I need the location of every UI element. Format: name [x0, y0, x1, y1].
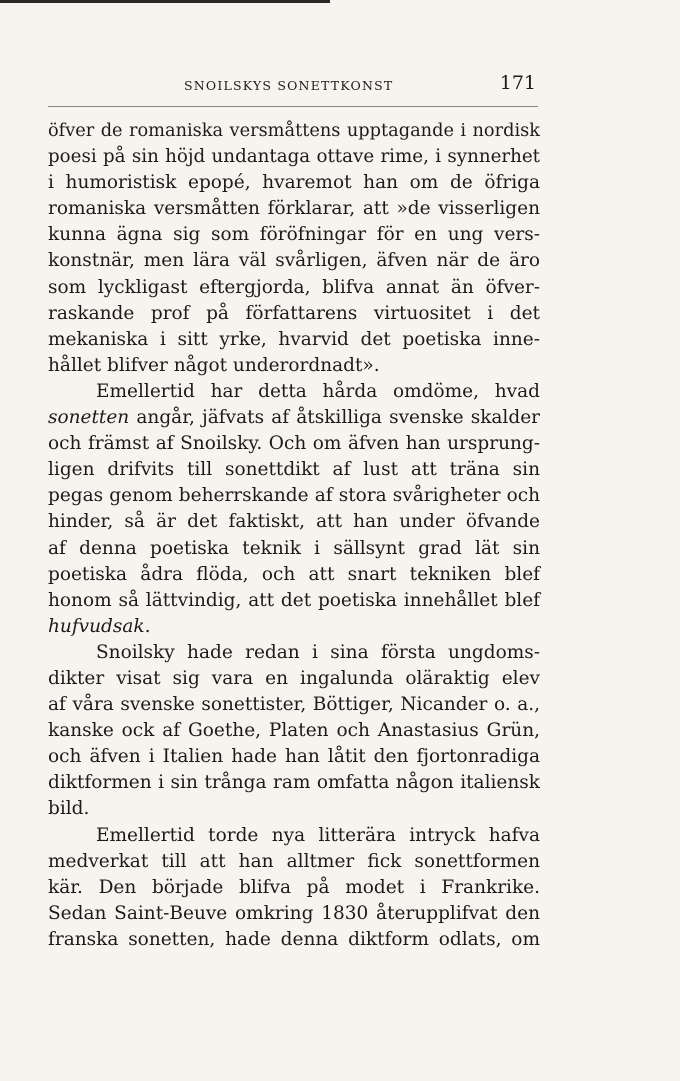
text-line: kanske ock af Goethe, Platen och Anastasius Grün,: [48, 720, 540, 742]
text-line: Snoilsky hade redan i sina första ungdoms-: [96, 641, 540, 663]
text-line: hållet blifver något underordnadt».: [48, 354, 380, 376]
text-line: poesi på sin höjd undantaga ottave rime, i synnerhet: [48, 146, 540, 168]
text-line: i humoristisk epopé, hvaremot han om de öfriga: [48, 172, 540, 194]
top-edge-rule: [0, 0, 330, 3]
italic-word: sonetten: [48, 407, 130, 429]
text-line: mekaniska i sitt yrke, hvarvid det poetiska inne-: [48, 328, 540, 350]
text-line: medverkat till att han alltmer fick sonettformen: [48, 850, 540, 872]
text-line: ligen drifvits till sonettdikt af lust att träna sin: [48, 459, 540, 481]
italic-word: hufvudsak: [48, 615, 145, 637]
text-line: pegas genom beherrskande af stora svårigheter och: [48, 485, 540, 507]
text-line: sonetten angår, jäfvats af åtskilliga svenske skalder: [48, 407, 540, 429]
text-line: poetiska ådra flöda, och att snart tekniken blef: [48, 563, 540, 585]
text-line: franska sonetten, hade denna diktform odlats, om: [48, 928, 540, 950]
text-line: hinder, så är det faktiskt, att han under öfvande: [48, 511, 540, 533]
text-line: diktformen i sin trånga ram omfatta någon italiensk: [48, 772, 540, 794]
text-line: och främst af Snoilsky. Och om äfven han ursprung-: [48, 433, 540, 455]
page-header: [48, 72, 540, 102]
text-line: bild.: [48, 798, 90, 820]
text-line: honom så lättvindig, att det poetiska innehållet blef: [48, 589, 540, 611]
text-line: kär. Den började blifva på modet i Frankrike.: [48, 876, 540, 898]
text-line: öfver de romaniska versmåttens upptagande i nordisk: [48, 121, 540, 141]
text-line: konstnär, men lära väl svårligen, äfven när de äro: [48, 250, 540, 272]
text-line: Sedan Saint-Beuve omkring 1830 återupplifvat den: [48, 902, 540, 924]
header-rule: [48, 106, 538, 107]
page-number: 171: [499, 72, 536, 94]
text-line: af våra svenske sonettister, Böttiger, Nicander o. a.,: [48, 694, 540, 716]
text-line: hufvudsak.: [48, 615, 151, 637]
text-line: Emellertid har detta hårda omdöme, hvad: [96, 380, 540, 402]
text-line: Emellertid torde nya litterära intryck hafva: [96, 824, 540, 846]
text-line: romaniska versmåtten förklarar, att »de visserligen: [48, 198, 540, 220]
running-title: SNOILSKYS SONETTKONST: [184, 78, 394, 93]
text-line: som lyckligast eftergjorda, blifva annat än öfver-: [48, 276, 540, 298]
text-line: dikter visat sig vara en ingalunda oläraktig elev: [48, 667, 540, 689]
page-body: [48, 118, 540, 953]
text-line: och äfven i Italien hade han låtit den fjortonradiga: [48, 746, 540, 768]
text-line: af denna poetiska teknik i sällsynt grad lät sin: [48, 537, 540, 559]
text-line: raskande prof på författarens virtuositet i det: [48, 302, 540, 324]
text-line: kunna ägna sig som föröfningar för en ung vers-: [48, 224, 540, 246]
